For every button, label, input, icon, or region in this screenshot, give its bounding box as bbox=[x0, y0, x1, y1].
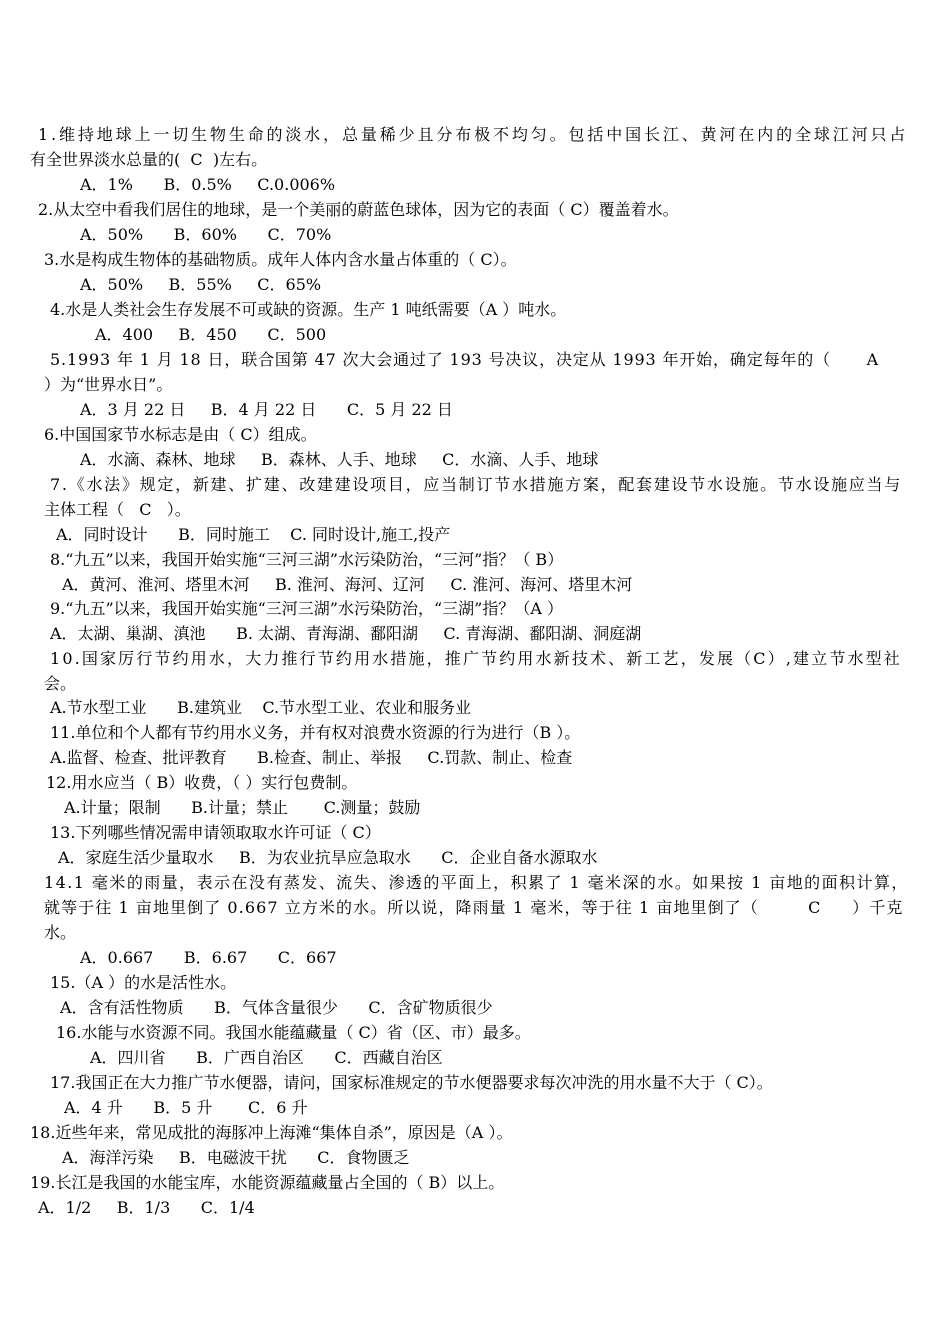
question-3: 3.水是构成生物体的基础物质。成年人体内含水量占体重的（ C）。 bbox=[44, 250, 517, 269]
question-15: 15.（A ）的水是活性水。 bbox=[50, 973, 237, 992]
question-4: 4.水是人类社会生存发展不可或缺的资源。生产 1 吨纸需要（A ）吨水。 bbox=[50, 300, 567, 319]
question-14-line-3: 水。 bbox=[44, 923, 77, 942]
question-7-options: A．同时设计 B．同时施工 C. 同时设计,施工,投产 bbox=[56, 525, 451, 544]
question-16: 16.水能与水资源不同。我国水能蕴藏量（ C）省（区、市）最多。 bbox=[56, 1023, 531, 1042]
question-18: 18.近些年来，常见成批的海豚冲上海滩“集体自杀”，原因是（A ）。 bbox=[30, 1123, 513, 1142]
question-18-options: A．海洋污染 B．电磁波干扰 C．食物匮乏 bbox=[62, 1148, 410, 1167]
question-13: 13.下列哪些情况需申请领取取水许可证（ C） bbox=[50, 823, 381, 842]
question-12-options: A.计量；限制 B.计量；禁止 C.测量；鼓励 bbox=[64, 798, 421, 817]
question-1-line-2: 有全世界淡水总量的( C )左右。 bbox=[30, 150, 268, 169]
question-3-options: A．50% B．55% C．65% bbox=[80, 275, 322, 294]
question-10-line-2: 会。 bbox=[44, 674, 77, 693]
question-19-options: A．1/2 B．1/3 C．1/4 bbox=[38, 1198, 255, 1217]
question-14-line-2: 就等于往 1 亩地里倒了 0.667 立方米的水。所以说，降雨量 1 毫米，等于往 1 亩地里倒了（ C ）千克 bbox=[44, 898, 904, 917]
question-8-options: A．黄河、淮河、塔里木河 B. 淮河、海河、辽河 C. 淮河、海河、塔里木河 bbox=[62, 575, 633, 594]
question-4-options: A．400 B．450 C．500 bbox=[95, 325, 327, 344]
question-9-options: A．太湖、巢湖、滇池 B. 太湖、青海湖、鄱阳湖 C. 青海湖、鄱阳湖、洞庭湖 bbox=[50, 624, 642, 643]
question-1-line-1: 1.维持地球上一切生物生命的淡水，总量稀少且分布极不均匀。包括中国长江、黄河在内的全球江河只占 bbox=[30, 125, 909, 144]
question-13-options: A．家庭生活少量取水 B．为农业抗旱应急取水 C．企业自备水源取水 bbox=[58, 848, 598, 867]
question-11: 11.单位和个人都有节约用水义务，并有权对浪费水资源的行为进行（B ）。 bbox=[50, 723, 581, 742]
question-6-options: A．水滴、森林、地球 B．森林、人手、地球 C．水滴、人手、地球 bbox=[80, 450, 599, 469]
question-2-options: A．50% B．60% C．70% bbox=[80, 225, 332, 244]
question-16-options: A．四川省 B．广西自治区 C．西藏自治区 bbox=[90, 1048, 443, 1067]
question-8: 8.“九五”以来，我国开始实施“三河三湖”水污染防治，“三河”指？（ B） bbox=[50, 550, 564, 569]
question-2: 2.从太空中看我们居住的地球，是一个美丽的蔚蓝色球体，因为它的表面（ C）覆盖着水。 bbox=[38, 200, 679, 219]
question-17-options: A．4 升 B．5 升 C．6 升 bbox=[64, 1098, 308, 1117]
question-14-options: A．0.667 B．6.67 C．667 bbox=[80, 948, 337, 967]
question-6: 6.中国国家节水标志是由（ C）组成。 bbox=[44, 425, 317, 444]
question-11-options: A.监督、检查、批评教育 B.检查、制止、举报 C.罚款、制止、检查 bbox=[50, 748, 573, 767]
question-14-line-1: 14.1 毫米的雨量，表示在没有蒸发、流失、渗透的平面上，积累了 1 毫米深的水。如果按 1 亩地的面积计算， bbox=[44, 873, 909, 892]
question-12: 12.用水应当（ B）收费，（ ）实行包费制。 bbox=[46, 773, 358, 792]
question-7-line-1: 7.《水法》规定，新建、扩建、改建建设项目，应当制订节水措施方案，配套建设节水设施。节水设施应当与 bbox=[50, 475, 902, 494]
question-5-line-2: ）为“世界水日”。 bbox=[44, 375, 173, 394]
question-10-options: A.节水型工业 B.建筑业 C.节水型工业、农业和服务业 bbox=[50, 698, 472, 717]
question-19: 19.长江是我国的水能宝库，水能资源蕴藏量占全国的（ B）以上。 bbox=[30, 1173, 505, 1192]
question-1-options: A．1% B．0.5% C.0.006% bbox=[80, 175, 336, 194]
question-9: 9.“九五”以来，我国开始实施“三河三湖”水污染防治，“三湖”指？（A ） bbox=[50, 599, 563, 618]
question-15-options: A．含有活性物质 B．气体含量很少 C．含矿物质很少 bbox=[60, 998, 493, 1017]
question-10-line-1: 10.国家厉行节约用水，大力推行节约用水措施，推广节约用水新技术、新工艺，发展（C）,建立节水型社 bbox=[50, 649, 902, 668]
question-5-options: A．3 月 22 日 B．4 月 22 日 C．5 月 22 日 bbox=[80, 400, 453, 419]
question-7-line-2: 主体工程（ C ）。 bbox=[44, 500, 191, 519]
question-5-line-1: 5.1993 年 1 月 18 日，联合国第 47 次大会通过了 193 号决议，决定从 1993 年开始，确定每年的（ A bbox=[50, 350, 879, 369]
question-17: 17.我国正在大力推广节水便器，请问，国家标准规定的节水便器要求每次冲洗的用水量不大于（ C）。 bbox=[50, 1073, 773, 1092]
